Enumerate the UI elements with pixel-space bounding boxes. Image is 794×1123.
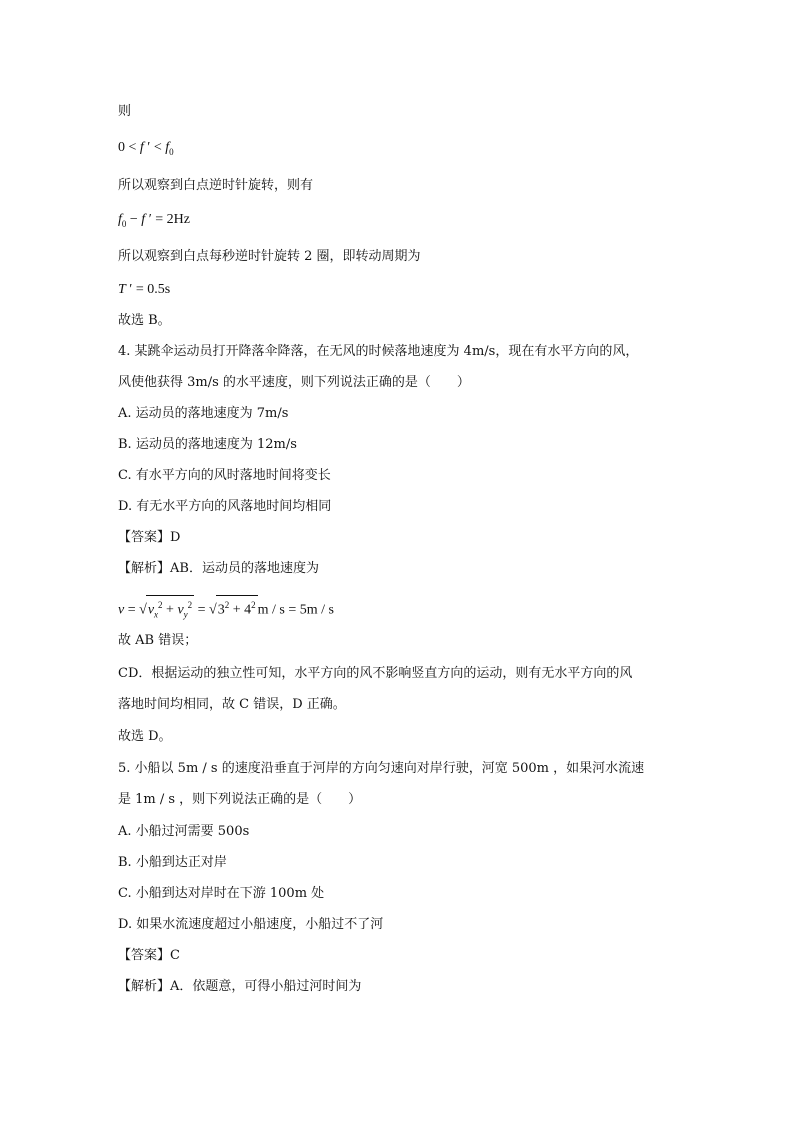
question-4-option-b: B. 运动员的落地速度为 12m/s xyxy=(118,437,297,452)
question-4-stem: 4. 某跳伞运动员打开降落伞降落，在无风的时候落地速度为 4m/s，现在有水平方向的风， xyxy=(118,344,639,359)
question-4-analysis: 【解析】AB．运动员的落地速度为 xyxy=(118,561,319,576)
text-line: 故选 B。 xyxy=(118,313,171,328)
formula-period: T ′ = 0.5s xyxy=(118,282,171,297)
question-5-analysis: 【解析】A．依题意，可得小船过河时间为 xyxy=(118,979,362,994)
question-4-option-c: C. 有水平方向的风时落地时间将变长 xyxy=(118,468,331,483)
question-5-stem: 5. 小船以 5m / s 的速度沿垂直于河岸的方向匀速向对岸行驶，河宽 500m ，如果河水流速 xyxy=(118,761,645,776)
question-4-option-d: D. 有无水平方向的风落地时间均相同 xyxy=(118,499,332,514)
question-4-stem-cont: 风使他获得 3m/s 的水平速度，则下列说法正确的是（ ） xyxy=(118,375,470,390)
text-line: 落地时间均相同，故 C 错误，D 正确。 xyxy=(118,697,346,712)
text-line: CD．根据运动的独立性可知，水平方向的风不影响竖直方向的运动，则有无水平方向的风 xyxy=(118,666,633,681)
formula-velocity: $v = √v_x^2 + v_y^2 = √3^2 + 4^2$ m / s = 5m / s xyxy=(118,595,334,623)
question-5-answer: 【答案】C xyxy=(118,948,180,963)
question-4-answer: 【答案】D xyxy=(118,530,181,545)
text-line: 所以观察到白点逆时针旋转，则有 xyxy=(118,178,314,193)
question-5-stem-cont: 是 1m / s ，则下列说法正确的是（ ） xyxy=(118,792,362,807)
text-line: 故 AB 错误； xyxy=(118,633,198,648)
text-line: 所以观察到白点每秒逆时针旋转 2 圈，即转动周期为 xyxy=(118,249,421,264)
text-line: 则 xyxy=(118,104,132,119)
question-5-option-a: A. 小船过河需要 500s xyxy=(118,824,250,839)
question-5-option-c: C. 小船到达对岸时在下游 100m 处 xyxy=(118,886,325,901)
formula-frequency-difference: $f_0 - f$ ′ = 2Hz xyxy=(118,212,190,229)
text-line: 故选 D。 xyxy=(118,729,172,744)
formula-inequality: 0 < f ′ < $f_0$ xyxy=(118,140,174,157)
question-5-option-d: D. 如果水流速度超过小船速度，小船过不了河 xyxy=(118,917,384,932)
question-4-option-a: A. 运动员的落地速度为 7m/s xyxy=(118,406,289,421)
question-5-option-b: B. 小船到达正对岸 xyxy=(118,855,227,870)
